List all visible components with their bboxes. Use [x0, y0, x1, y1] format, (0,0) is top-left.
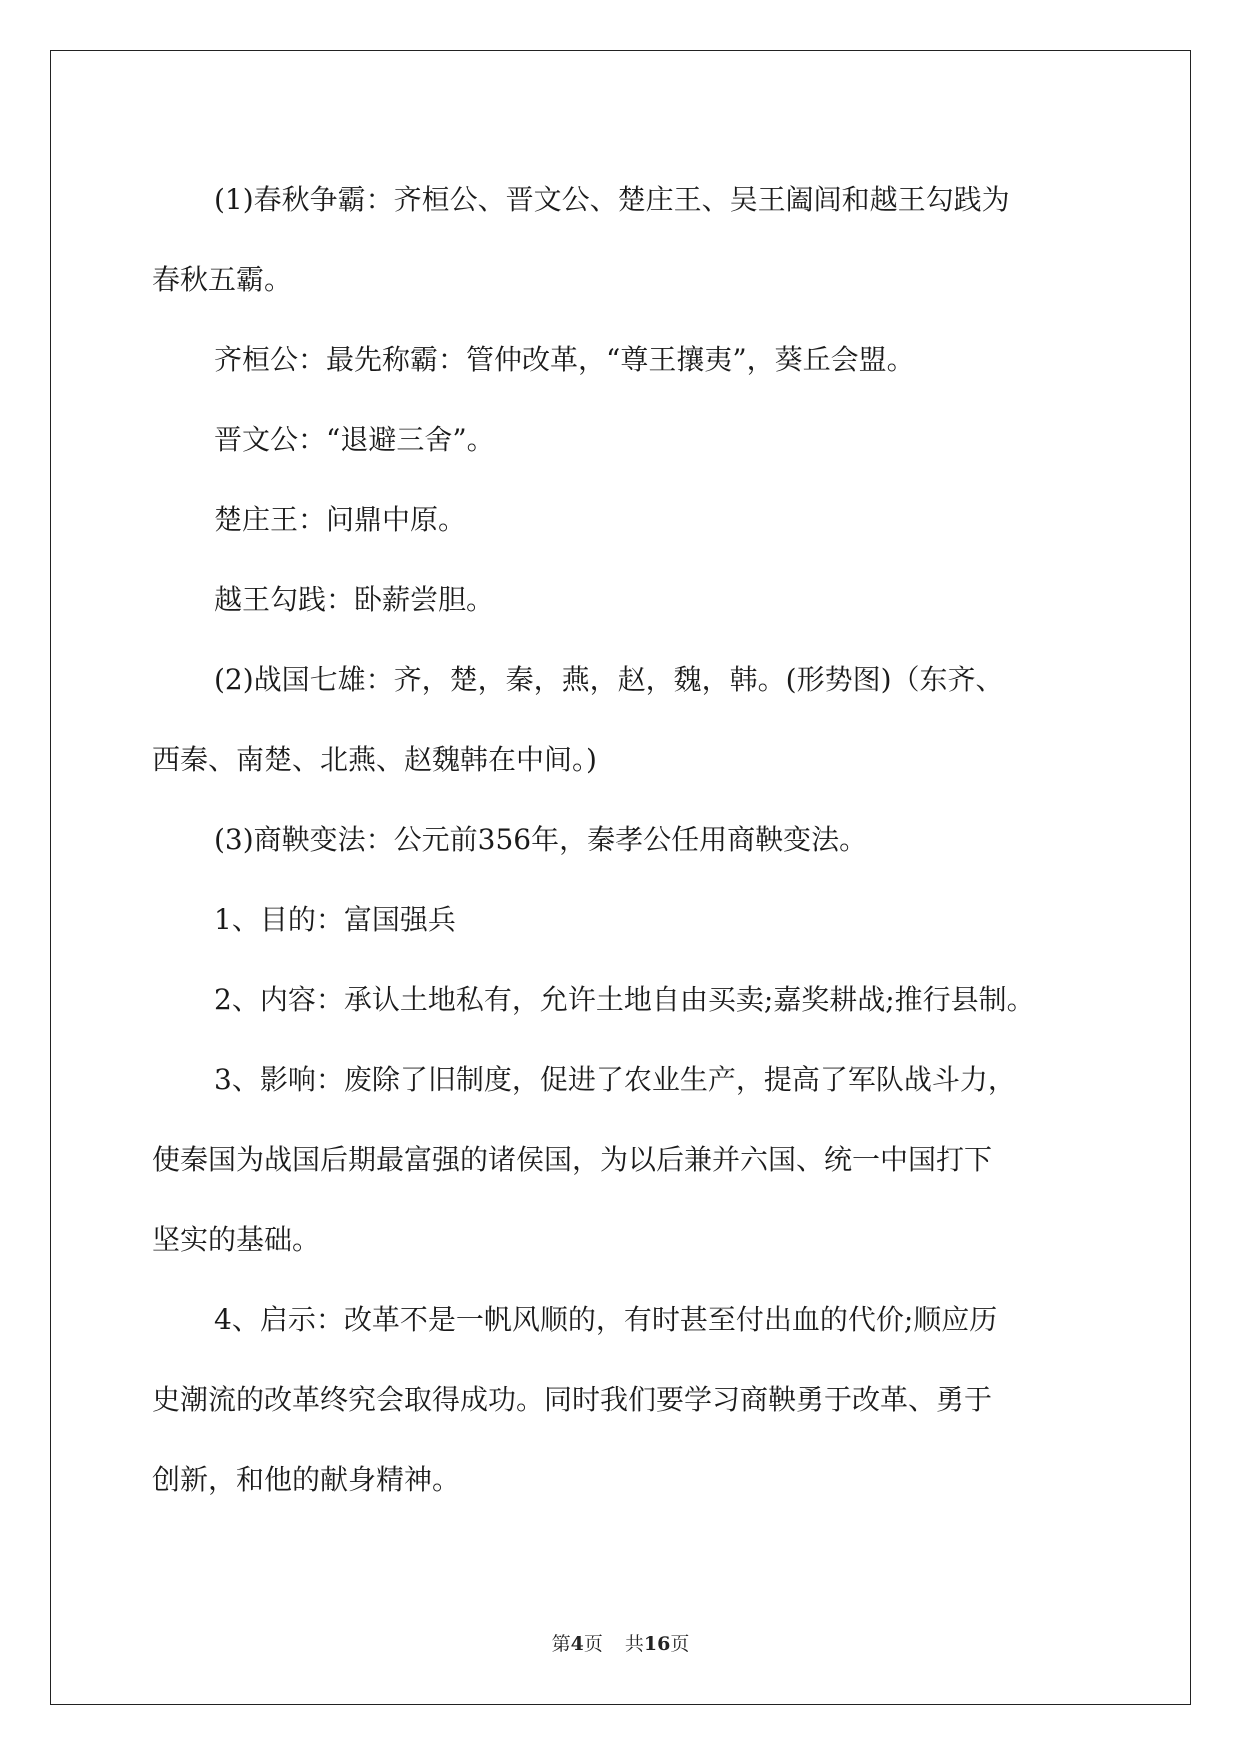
- paragraph-line: 1、目的：富国强兵: [214, 903, 456, 936]
- total-pages-number: 16: [643, 1633, 671, 1655]
- footer-total-suffix: 页: [670, 1633, 690, 1655]
- footer-total-prefix: 共: [624, 1633, 644, 1655]
- paragraph-line: 齐桓公：最先称霸：管仲改革，“尊王攘夷”，葵丘会盟。: [214, 343, 915, 376]
- paragraph-line: 楚庄王：问鼎中原。: [214, 503, 467, 536]
- paragraph-line: 晋文公：“退避三舍”。: [214, 423, 495, 456]
- paragraph-line: (2)战国七雄：齐，楚，秦，燕，赵，魏，韩。(形势图)（东齐、: [214, 663, 1004, 696]
- paragraph-line: (1)春秋争霸：齐桓公、晋文公、楚庄王、吴王阖闾和越王勾践为: [214, 183, 1010, 216]
- paragraph-line: 越王勾践：卧薪尝胆。: [214, 583, 495, 616]
- current-page-number: 4: [570, 1633, 584, 1655]
- paragraph-line: 3、影响：废除了旧制度，促进了农业生产，提高了军队战斗力，: [214, 1063, 1016, 1096]
- page-footer: [0, 1629, 1241, 1656]
- document-body: [152, 160, 1092, 1520]
- paragraph-line: 2、内容：承认土地私有，允许土地自由买卖;嘉奖耕战;推行县制。: [214, 983, 1035, 1016]
- paragraph-line: 4、启示：改革不是一帆风顺的，有时甚至付出血的代价;顺应历: [214, 1303, 998, 1336]
- paragraph-line: 西秦、南楚、北燕、赵魏韩在中间。): [152, 743, 597, 776]
- paragraph-line: 使秦国为战国后期最富强的诸侯国，为以后兼并六国、统一中国打下: [152, 1143, 993, 1176]
- paragraph-line: (3)商鞅变法：公元前356年，秦孝公任用商鞅变法。: [214, 823, 868, 856]
- footer-page-suffix: 页: [583, 1633, 603, 1655]
- footer-prefix: 第: [551, 1633, 571, 1655]
- paragraph-line: 春秋五霸。: [152, 263, 293, 296]
- paragraph-line: 创新，和他的献身精神。: [152, 1463, 461, 1496]
- paragraph-line: 坚实的基础。: [152, 1223, 321, 1256]
- paragraph-line: 史潮流的改革终究会取得成功。同时我们要学习商鞅勇于改革、勇于: [152, 1383, 993, 1416]
